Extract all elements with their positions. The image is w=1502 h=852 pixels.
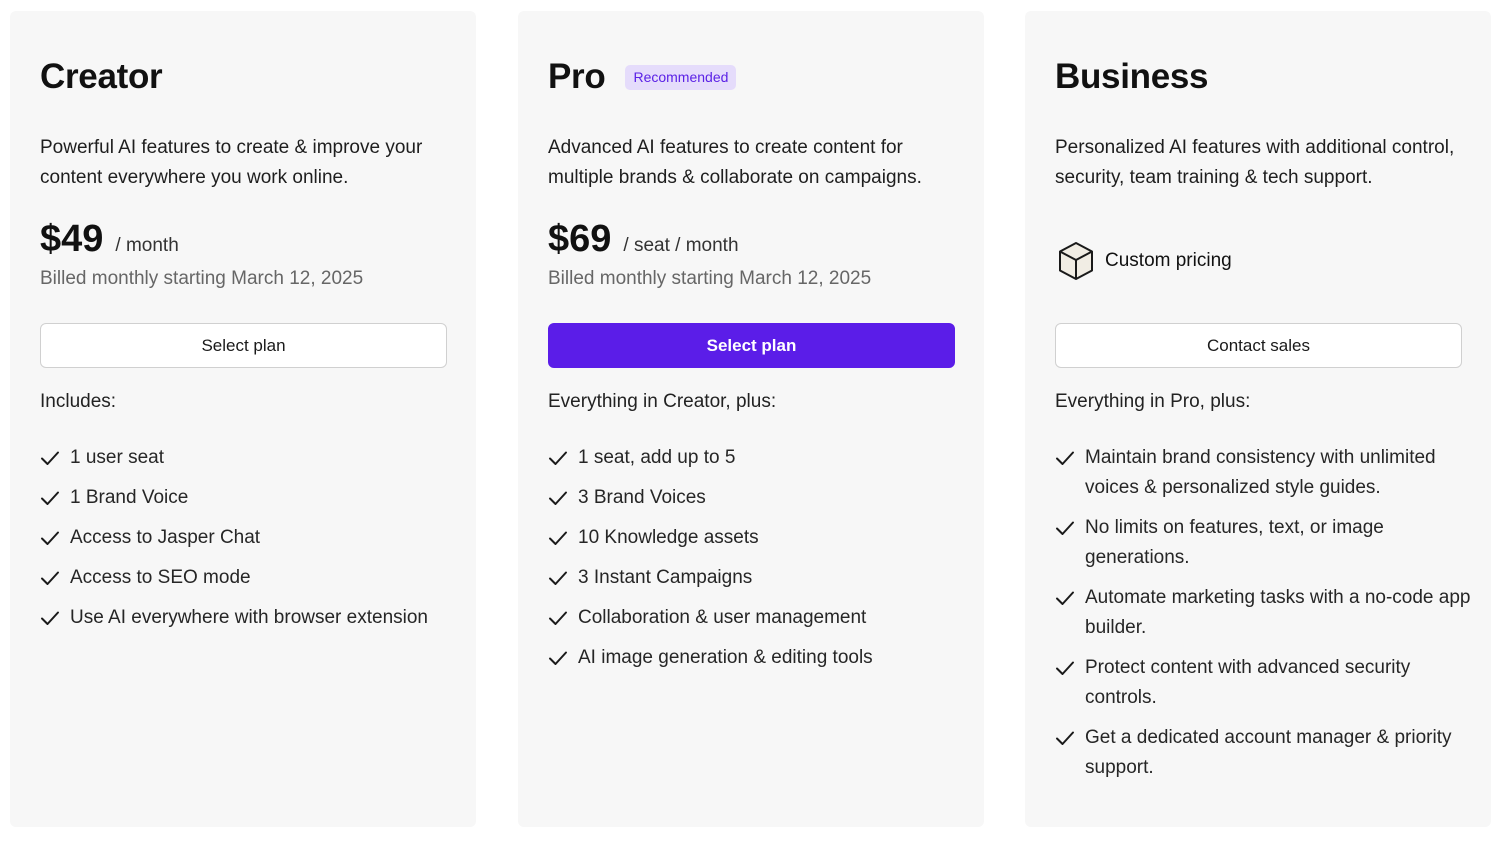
check-icon bbox=[1055, 443, 1075, 473]
check-icon bbox=[40, 563, 60, 593]
billing-note: Billed monthly starting March 12, 2025 bbox=[40, 268, 364, 289]
includes-heading: Everything in Pro, plus: bbox=[1055, 391, 1251, 412]
includes-heading: Everything in Creator, plus: bbox=[548, 391, 777, 412]
plan-description: Advanced AI features to create content for multiple brands & collaborate on campaigns. bbox=[548, 137, 922, 188]
plan-price: $69 bbox=[548, 218, 612, 260]
feature-item bbox=[548, 483, 968, 513]
feature-list bbox=[1055, 443, 1475, 793]
plan-name: Business bbox=[1055, 57, 1209, 96]
custom-pricing-row bbox=[1055, 240, 1232, 282]
feature-text: Maintain brand consistency with unlimited voices & personalized style guides. bbox=[1085, 447, 1436, 498]
feature-text: Protect content with advanced security controls. bbox=[1085, 657, 1411, 708]
price-period: / month bbox=[115, 235, 179, 256]
includes-heading: Includes: bbox=[40, 391, 117, 412]
check-icon bbox=[548, 443, 568, 473]
feature-text: Access to SEO mode bbox=[70, 567, 251, 588]
check-icon bbox=[548, 563, 568, 593]
feature-text: Automate marketing tasks with a no-code app builder. bbox=[1085, 587, 1471, 638]
price-period: / seat / month bbox=[623, 235, 739, 256]
feature-text: No limits on features, text, or image generations. bbox=[1085, 517, 1384, 568]
price-row bbox=[40, 218, 179, 261]
feature-text: 1 Brand Voice bbox=[70, 487, 189, 508]
feature-item bbox=[548, 443, 968, 473]
select-plan-button[interactable]: Select plan bbox=[548, 323, 955, 368]
feature-text: Get a dedicated account manager & priority support. bbox=[1085, 727, 1452, 778]
plan-card-creator bbox=[10, 11, 476, 827]
feature-list bbox=[40, 443, 460, 643]
feature-text: AI image generation & editing tools bbox=[578, 647, 873, 668]
feature-item bbox=[40, 483, 460, 513]
feature-text: 1 seat, add up to 5 bbox=[578, 447, 736, 468]
check-icon bbox=[40, 483, 60, 513]
select-plan-button[interactable]: Select plan bbox=[40, 323, 447, 368]
feature-text: Use AI everywhere with browser extension bbox=[70, 607, 428, 628]
plan-title-row bbox=[548, 55, 736, 99]
check-icon bbox=[1055, 653, 1075, 683]
feature-text: 3 Brand Voices bbox=[578, 487, 706, 508]
cube-icon bbox=[1055, 240, 1097, 282]
feature-item bbox=[40, 523, 460, 553]
feature-text: Access to Jasper Chat bbox=[70, 527, 261, 548]
price-row bbox=[548, 218, 739, 261]
plan-card-pro bbox=[518, 11, 984, 827]
feature-text: 1 user seat bbox=[70, 447, 164, 468]
plan-price: $49 bbox=[40, 218, 104, 260]
feature-item bbox=[1055, 723, 1475, 783]
check-icon bbox=[40, 443, 60, 473]
plan-name: Pro bbox=[548, 57, 606, 96]
check-icon bbox=[1055, 583, 1075, 613]
feature-text: 10 Knowledge assets bbox=[578, 527, 759, 548]
plan-name: Creator bbox=[40, 57, 163, 96]
billing-note: Billed monthly starting March 12, 2025 bbox=[548, 268, 872, 289]
recommended-badge: Recommended bbox=[625, 65, 736, 90]
feature-item bbox=[548, 523, 968, 553]
feature-item bbox=[1055, 583, 1475, 643]
feature-item bbox=[548, 643, 968, 673]
feature-item bbox=[40, 443, 460, 473]
contact-sales-button[interactable]: Contact sales bbox=[1055, 323, 1462, 368]
feature-list bbox=[548, 443, 968, 683]
check-icon bbox=[548, 643, 568, 673]
custom-pricing-label: Custom pricing bbox=[1105, 250, 1232, 271]
check-icon bbox=[40, 523, 60, 553]
feature-item bbox=[1055, 443, 1475, 503]
plan-title-row bbox=[1055, 55, 1208, 99]
check-icon bbox=[548, 483, 568, 513]
check-icon bbox=[548, 603, 568, 633]
feature-item bbox=[548, 563, 968, 593]
check-icon bbox=[1055, 723, 1075, 753]
plan-description: Powerful AI features to create & improve your content everywhere you work online. bbox=[40, 137, 423, 188]
plan-card-business bbox=[1025, 11, 1491, 827]
feature-item bbox=[1055, 513, 1475, 573]
check-icon bbox=[548, 523, 568, 553]
check-icon bbox=[1055, 513, 1075, 543]
feature-item bbox=[40, 603, 460, 633]
feature-text: Collaboration & user management bbox=[578, 607, 867, 628]
plan-description: Personalized AI features with additional control, security, team training & tech support. bbox=[1055, 137, 1455, 188]
feature-item bbox=[548, 603, 968, 633]
feature-item bbox=[1055, 653, 1475, 713]
plan-title-row bbox=[40, 55, 162, 99]
feature-item bbox=[40, 563, 460, 593]
feature-text: 3 Instant Campaigns bbox=[578, 567, 753, 588]
check-icon bbox=[40, 603, 60, 633]
